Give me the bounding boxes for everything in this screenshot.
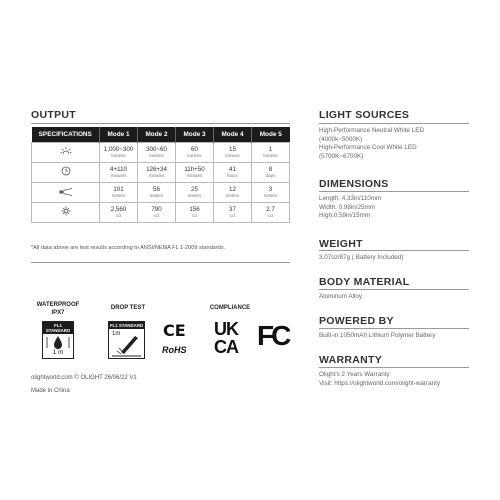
header-mode-1: Mode 1 <box>100 127 138 142</box>
weight-text: 3.07oz/87g ( Battery Included) <box>319 254 404 261</box>
table-cell: 4+110 minutes <box>100 162 138 182</box>
drop-flashlight-icon <box>109 332 144 358</box>
weight-divider <box>319 250 469 251</box>
table-cell: 101 meters <box>100 182 138 202</box>
table-cell: 60 lumens <box>176 142 214 162</box>
footnote-divider <box>31 262 290 263</box>
waterproof-label: WATERPROOF <box>36 302 80 308</box>
warranty-title: WARRANTY <box>319 354 383 366</box>
table-cell: 15 lumens <box>214 142 252 162</box>
test-standard-footnote: *All data above are test results according to ANSI/NEMA FL 1-2009 standards. <box>31 245 226 251</box>
header-mode-4: Mode 4 <box>214 127 252 142</box>
table-cell: 790 cd <box>138 202 176 222</box>
table-row <box>32 162 290 182</box>
table-header-row <box>32 127 290 142</box>
table-cell: 300~60 lumens <box>138 142 176 162</box>
header-mode-2: Mode 2 <box>138 127 176 142</box>
table-cell: 8 days <box>252 162 290 182</box>
dimensions-title: DIMENSIONS <box>319 178 389 190</box>
output-divider <box>31 123 290 124</box>
table-cell: 25 meters <box>176 182 214 202</box>
brightness-icon <box>32 142 100 162</box>
website-copyright: olightworld.com © OLIGHT 26/06/22 V1 <box>31 375 137 381</box>
fcc-mark: FC <box>257 320 289 351</box>
table-cell: 1,000~300 lumens <box>100 142 138 162</box>
table-row <box>32 202 290 222</box>
powered-by-divider <box>319 328 469 329</box>
specifications-table <box>31 127 290 223</box>
waterproof-rating: IPX7 <box>51 310 65 316</box>
compliance-label: COMPLIANCE <box>209 305 251 311</box>
clock-icon <box>32 162 100 182</box>
powered-by-text: Built-in 1050mAh Lithium Polymer Battery <box>319 332 436 339</box>
table-cell: 41 hours <box>214 162 252 182</box>
header-specifications: SPECIFICATIONS <box>32 127 100 142</box>
table-row <box>32 142 290 162</box>
header-mode-5: Mode 5 <box>252 127 290 142</box>
intensity-icon <box>32 202 100 222</box>
light-sources-text: High-Performance Neutral White LED (4000k~5000K) High-Performance Cool White LED (5700K~6700K) <box>319 127 424 160</box>
table-cell: 37 cd <box>214 202 252 222</box>
waterproof-badge <box>42 321 74 359</box>
body-material-text: Aluminum Alloy <box>319 293 363 300</box>
waterproof-standard: FL1 STANDARD <box>43 322 73 334</box>
country-of-origin: Made in China <box>31 388 70 394</box>
drop-test-standard: FL1 STANDARD <box>109 323 144 328</box>
light-sources-title: LIGHT SOURCES <box>319 109 410 121</box>
drop-test-label: DROP TEST <box>110 305 146 311</box>
light-sources-divider <box>319 123 469 124</box>
powered-by-title: POWERED BY <box>319 315 394 327</box>
table-cell: 11h+50 minutes <box>176 162 214 182</box>
waterproof-depth: 1 m <box>52 349 64 356</box>
table-cell: 2,560 cd <box>100 202 138 222</box>
dimensions-divider <box>319 191 469 192</box>
beam-distance-icon <box>32 182 100 202</box>
water-drop-icon <box>43 335 73 349</box>
body-material-divider <box>319 289 469 290</box>
warranty-divider <box>319 367 469 368</box>
output-title: OUTPUT <box>31 109 76 121</box>
table-cell: 156 cd <box>176 202 214 222</box>
table-cell: 126+34 minutes <box>138 162 176 182</box>
table-cell: 2.7 cd <box>252 202 290 222</box>
table-cell: 12 meters <box>214 182 252 202</box>
warranty-link[interactable]: Visit: https://olightworld.com/olight-warranty <box>319 379 440 387</box>
header-mode-3: Mode 3 <box>176 127 214 142</box>
ukca-mark: UK CA <box>214 319 238 357</box>
drop-test-height: 1m <box>112 331 121 337</box>
table-cell: 3 meters <box>252 182 290 202</box>
table-cell: 56 meters <box>138 182 176 202</box>
ce-mark: CE <box>163 321 186 340</box>
drop-test-badge <box>108 321 145 359</box>
dimensions-text: Length: 4.33in/110mm Width: 0.98in/25mm High:0.59in/15mm <box>319 195 382 219</box>
rohs-mark: RoHS <box>162 345 187 355</box>
warranty-text: Olight's 2 Years Warranty Visit: https://olightworld.com/olight-warranty <box>319 371 440 387</box>
table-cell: 1 lumens <box>252 142 290 162</box>
weight-title: WEIGHT <box>319 238 363 250</box>
table-row <box>32 182 290 202</box>
body-material-title: BODY MATERIAL <box>319 276 410 288</box>
